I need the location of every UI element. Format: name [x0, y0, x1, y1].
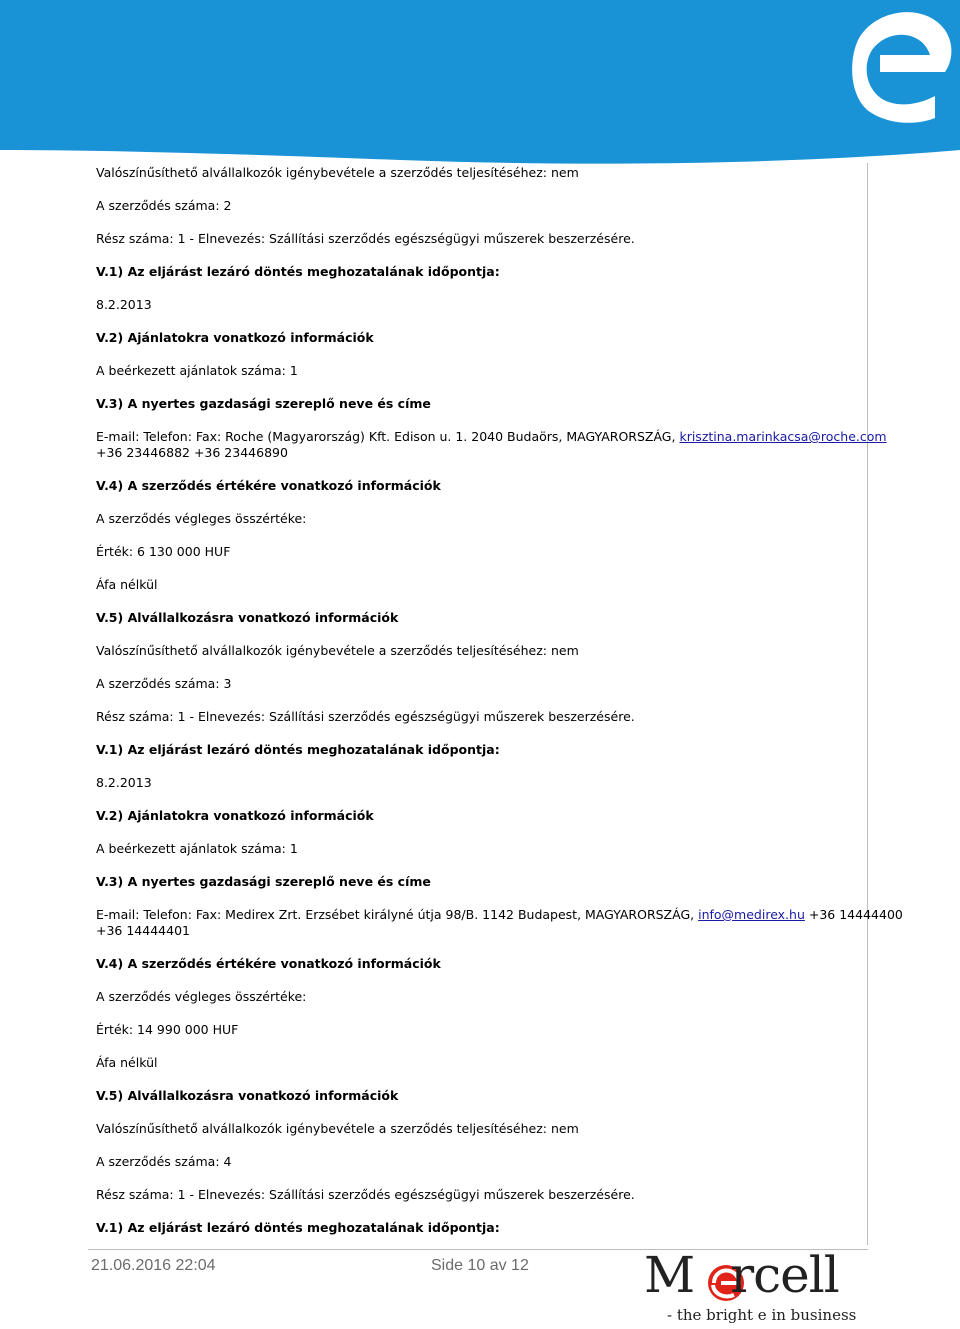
frame-rule	[867, 163, 868, 1245]
winner-address-text: E-mail: Telefon: Fax: Roche (Magyarország) Kft. Edison u. 1. 2040 Budaörs, MAGYARORSZÁG,	[96, 429, 676, 444]
section-heading: V.1) Az eljárást lezáró döntés meghozatalának időpontja:	[96, 264, 500, 279]
vat-note: Áfa nélkül	[96, 1055, 158, 1070]
email-link[interactable]: krisztina.marinkacsa@roche.com	[679, 429, 887, 444]
lot-name: Rész száma: 1 - Elnevezés: Szállítási szerződés egészségügyi műszerek beszerzésére.	[96, 231, 635, 246]
contract-number: A szerződés száma: 3	[96, 676, 232, 691]
section-heading: V.3) A nyertes gazdasági szereplő neve és címe	[96, 874, 431, 889]
section-heading: V.2) Ajánlatokra vonatkozó információk	[96, 808, 374, 823]
winner-address	[96, 429, 887, 445]
decision-date: 8.2.2013	[96, 297, 152, 312]
contract-value: Érték: 6 130 000 HUF	[96, 544, 231, 559]
mercell-logo	[640, 1246, 870, 1328]
logo-tagline: - the bright e in business	[667, 1306, 857, 1324]
contract-value: Érték: 14 990 000 HUF	[96, 1022, 239, 1037]
winner-address	[96, 907, 903, 923]
header-banner	[0, 0, 960, 165]
subcontractor-line: Valószínűsíthető alvállalkozók igénybevétele a szerződés teljesítéséhez: nem	[96, 1121, 579, 1136]
section-heading: V.4) A szerződés értékére vonatkozó információk	[96, 478, 441, 493]
section-heading: V.5) Alvállalkozásra vonatkozó információk	[96, 1088, 399, 1103]
final-value-label: A szerződés végleges összértéke:	[96, 989, 307, 1004]
winner-phone: +36 14444400	[808, 907, 903, 922]
logo-wordmark: M rcell	[644, 1246, 839, 1304]
section-heading: V.1) Az eljárást lezáró döntés meghozatalának időpontja:	[96, 742, 500, 757]
offers-count: A beérkezett ajánlatok száma: 1	[96, 363, 298, 378]
section-heading: V.4) A szerződés értékére vonatkozó információk	[96, 956, 441, 971]
section-heading: V.2) Ajánlatokra vonatkozó információk	[96, 330, 374, 345]
subcontractor-line: Valószínűsíthető alvállalkozók igénybevétele a szerződés teljesítéséhez: nem	[96, 643, 579, 658]
vat-note: Áfa nélkül	[96, 577, 158, 592]
winner-address-text: E-mail: Telefon: Fax: Medirex Zrt. Erzsébet királyné útja 98/B. 1142 Budapest, MAGYARORSZÁG,	[96, 907, 695, 922]
winner-fax: +36 14444401	[96, 923, 190, 938]
footer-page-number: Side 10 av 12	[431, 1257, 529, 1274]
offers-count: A beérkezett ajánlatok száma: 1	[96, 841, 298, 856]
footer-date: 21.06.2016 22:04	[91, 1257, 216, 1274]
email-link[interactable]: info@medirex.hu	[698, 907, 805, 922]
contract-number: A szerződés száma: 2	[96, 198, 232, 213]
decision-date: 8.2.2013	[96, 775, 152, 790]
section-heading: V.5) Alvállalkozásra vonatkozó információk	[96, 610, 399, 625]
lot-name: Rész száma: 1 - Elnevezés: Szállítási szerződés egészségügyi műszerek beszerzésére.	[96, 709, 635, 724]
winner-phones: +36 23446882 +36 23446890	[96, 445, 288, 460]
final-value-label: A szerződés végleges összértéke:	[96, 511, 307, 526]
lot-name: Rész száma: 1 - Elnevezés: Szállítási szerződés egészségügyi műszerek beszerzésére.	[96, 1187, 635, 1202]
contract-number: A szerződés száma: 4	[96, 1154, 232, 1169]
section-heading: V.1) Az eljárást lezáró döntés meghozatalának időpontja:	[96, 1220, 500, 1235]
subcontractor-line: Valószínűsíthető alvállalkozók igénybevétele a szerződés teljesítéséhez: nem	[96, 165, 579, 180]
section-heading: V.3) A nyertes gazdasági szereplő neve és címe	[96, 396, 431, 411]
